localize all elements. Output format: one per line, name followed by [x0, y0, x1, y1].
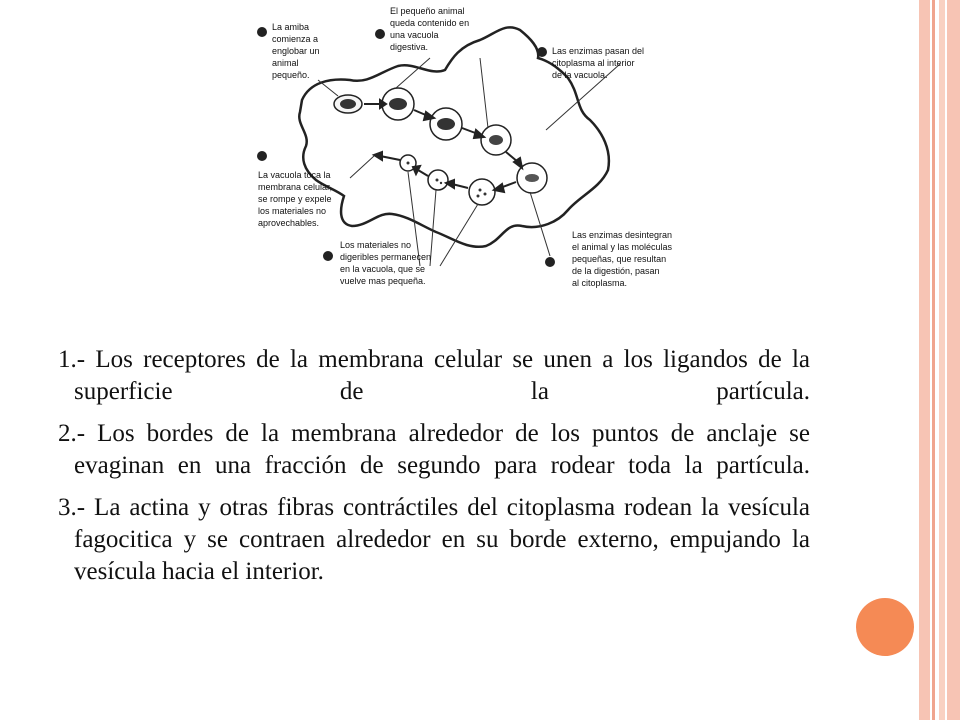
- label-amoeba-start: La amiba comienza a englobar un animal pequeño.: [272, 22, 320, 80]
- label-enzymes-disintegrate: Las enzimas desintegran el animal y las moléculas pequeñas, que resultan de la digestión, pasan al citoplasma.: [572, 230, 673, 288]
- label-animal-contained: El pequeño animal queda contenido en una vacuola digestiva.: [390, 6, 470, 52]
- label-enzymes-pass: Las enzimas pasan del citoplasma al interior de la vacuola.: [552, 46, 645, 80]
- vacuole-content: [440, 182, 442, 184]
- decorative-stripe: [919, 0, 930, 720]
- vacuole-content: [525, 174, 539, 182]
- vacuole-content: [436, 179, 439, 182]
- vacuole-content: [484, 193, 487, 196]
- phagocytosis-diagram: [240, 0, 700, 300]
- label-indigestible: Los materiales no digeribles permanecen en la vacuola, que se vuelve mas pequeña.: [340, 240, 432, 286]
- vacuole-content: [437, 118, 455, 130]
- vacuole-content: [389, 98, 407, 110]
- vacuole: [469, 179, 495, 205]
- vacuole-content: [479, 189, 482, 192]
- steps-list: [58, 344, 810, 598]
- vacuole-content: [477, 195, 480, 198]
- step-1: 1.- Los receptores de la membrana celular se unen a los ligandos de la superficie de la partícula.: [58, 346, 810, 405]
- vacuole-content: [407, 162, 410, 165]
- label-vacuole-touches: La vacuola toca la membrana celular, se rompe y expele los materiales no aprovechables.: [258, 170, 333, 228]
- food-particle: [340, 99, 356, 109]
- decorative-stripe: [947, 0, 960, 720]
- step-2: 2.- Los bordes de la membrana alrededor de los puntos de anclaje se evaginan en una fracción de segundo para rodear toda la partícula.: [58, 420, 810, 479]
- accent-circle: [856, 598, 914, 656]
- process-arrows: [364, 100, 522, 192]
- vacuole-content: [489, 135, 503, 145]
- label-bullets: [257, 27, 555, 267]
- step-3: 3.- La actina y otras fibras contráctiles del citoplasma rodean la vesícula fagocitica y se contraen alrededor en su borde externo, empujando la vesícula hacia el interior.: [58, 494, 810, 585]
